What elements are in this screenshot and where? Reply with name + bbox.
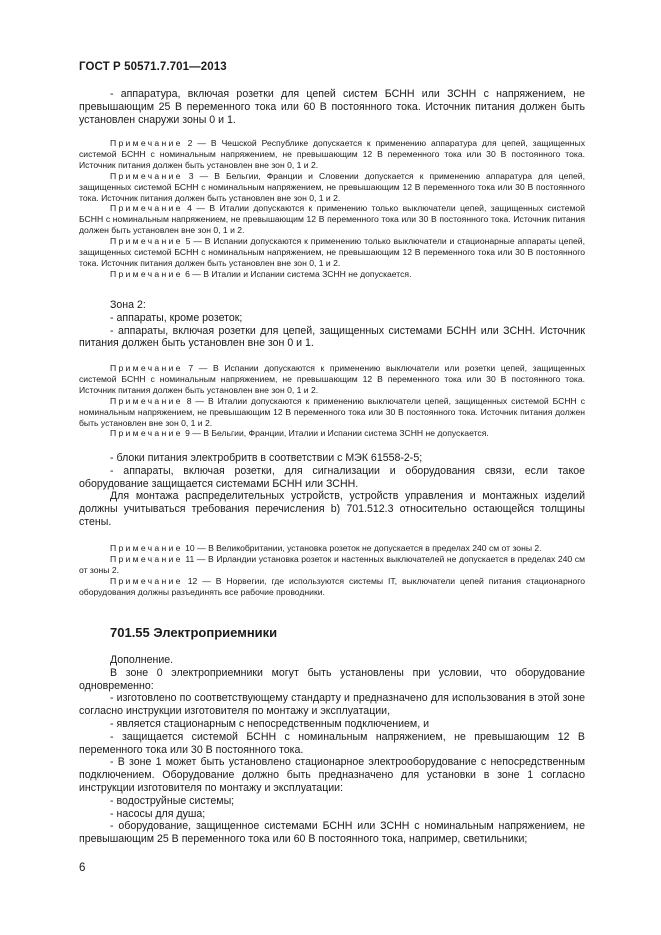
note-label: Примечание (110, 268, 183, 279)
notes-block-1 (79, 138, 585, 280)
section-heading: 701.55 Электроприемники (110, 625, 278, 640)
note-11 (79, 554, 585, 576)
note-label: Примечание (110, 553, 183, 564)
list-item: - водоструйные системы; (110, 794, 235, 807)
note-text: 5 — В Испании допускаются к применению только выключатели и стационарные аппараты цепей, защищенных системой БСНН с номинальным напряжением, не превышающим 12 В переменного тока или 30 В постоянного тока. Источник питания должен быть установлен вне зон 0, 1 и 2. (79, 236, 585, 268)
list-item: - насосы для душа; (110, 807, 206, 820)
list-item: - является стационарным с непосредственным подключением, и (110, 717, 429, 730)
zone-2-title: Зона 2: (110, 299, 146, 311)
body-paragraph: - аппаратура, включая розетки для цепей систем БСНН или ЗСНН с напряжением, не превышающим 25 В переменного тока или 60 В постоянного тока. Источник питания должен быть установлен снаружи зоны 0 и 1. (79, 88, 585, 126)
note-text: 4 — В Италии допускаются к применению только выключатели цепей, защищенных системой БСНН с номинальным напряжением, не превышающим 12 В переменного тока или 30 В постоянного тока. Источник питания должен быть установлен вне зон 0, 1 и 2. (79, 203, 585, 236)
note-6 (79, 269, 585, 280)
page-number: 6 (79, 862, 86, 874)
list-item: - аппараты, включая розетки, для сигнализации и оборудования связи, если такое оборудование защищается системами БСНН или ЗСНН. (79, 464, 585, 490)
document-header: ГОСТ Р 50571.7.701—2013 (79, 61, 227, 73)
zone-2-block (79, 299, 585, 350)
note-text: 11 — В Ирландии установка розеток и настенных выключателей не допускается в пределах 240 см от зоны 2. (79, 553, 585, 575)
note-2 (79, 138, 585, 171)
notes-block-3 (79, 543, 585, 598)
list-item: - изготовлено по соответствующему стандарту и предназначено для использования в этой зоне согласно инструкции изготовителя по монтажу и эксплуатации, (79, 692, 585, 718)
note-4 (79, 203, 585, 236)
body-paragraph: В зоне 0 электроприемники могут быть установлены при условии, что оборудование одновременно: (79, 666, 585, 692)
list-item: - аппараты, кроме розеток; (110, 311, 243, 324)
note-label: Примечание (110, 170, 183, 181)
note-text: 10 — В Великобритании, установка розеток не допускается в пределах 240 см от зоны 2. (182, 543, 542, 553)
note-label: Примечание (110, 363, 183, 373)
paragraph-block-1 (79, 88, 585, 126)
note-9 (79, 428, 585, 439)
note-text: 2 — В Чешской Республике допускается к применению аппаратура для цепей, защищенных системой БСНН с номинальным напряжением, не превышающим 12 В переменного тока или 30 В постоянного тока. Источник питания должен быть установлен вне зон 0, 1 и 2. (79, 138, 585, 170)
list-item: - оборудование, защищенное системами БСНН или ЗСНН с номинальным напряжением, не превышающим 25 В переменного тока или 60 В постоянного тока, например, светильники; (79, 820, 585, 846)
paragraph-block-3 (79, 452, 585, 529)
body-paragraph: Для монтажа распределительных устройств, устройств управления и монтажных изделий должны учитываться требования перечисления b) 701.512.3 относительно остающейся толщины стены. (79, 490, 585, 528)
note-12 (79, 576, 585, 598)
notes-block-2 (79, 363, 585, 439)
note-text: 12 — В Норвегии, где используются системы IT, выключатели цепей питания стационарного оборудования должны разъединять все рабочие проводники. (79, 575, 585, 597)
note-label: Примечание (110, 203, 183, 214)
note-label: Примечание (110, 543, 183, 553)
note-label: Примечание (110, 138, 183, 148)
note-8 (79, 396, 585, 429)
section-body (79, 654, 585, 846)
note-5 (79, 236, 585, 269)
note-label: Примечание (110, 428, 183, 439)
note-3 (79, 171, 585, 204)
note-10 (79, 543, 585, 554)
section-701-55 (79, 625, 585, 640)
note-label: Примечание (110, 236, 183, 247)
note-text: 7 — В Испании допускаются к применению выключатели или розетки цепей, защищенных системой БСНН с номинальным напряжением, не превышающим 12 В переменного тока или 30 В постоянного тока. Источник питания должен быть установлен вне зон 0, 1 и 2. (79, 363, 585, 395)
list-item: - блоки питания электробритв в соответствии с МЭК 61558-2-5; (110, 452, 423, 464)
note-label: Примечание (110, 575, 183, 586)
note-label: Примечание (110, 395, 183, 406)
note-text: 8 — В Италии допускаются к применению выключатели цепей, защищенных системой БСНН с номинальным напряжением, не превышающим 12 В переменного тока или 30 В постоянного тока. Источник питания должен быть установлен вне зон 0, 1 и 2. (79, 395, 585, 428)
body-paragraph: Дополнение. (110, 654, 174, 666)
list-item: - В зоне 1 может быть установлено стационарное электрооборудование с непосредственным подключением. Оборудование должно быть предназначено для установки в зоне 1 согласно инструкции изготовителя по монтажу и эксплуатации: (79, 756, 585, 794)
note-text: 9 — В Бельгии, Франции, Италии и Испании система ЗСНН не допускается. (182, 428, 489, 439)
list-item: - защищается системой БСНН с номинальным напряжением, не превышающим 12 В переменного тока или 30 В постоянного тока. (79, 730, 585, 756)
note-text: 3 — В Бельгии, Франции и Словении допускается к применению аппаратура для цепей, защищенных системой БСНН с номинальным напряжением, не превышающим 12 В переменного тока или 30 В постоянного тока. Источник питания должен быть установлен вне зон 0, 1 и 2. (79, 170, 585, 203)
note-7 (79, 363, 585, 396)
list-item: - аппараты, включая розетки для цепей, защищенных системами БСНН или ЗСНН. Источник питания должен быть установлен вне зон 0 и 1. (79, 324, 585, 350)
note-text: 6 — В Италии и Испании система ЗСНН не допускается. (182, 268, 412, 279)
